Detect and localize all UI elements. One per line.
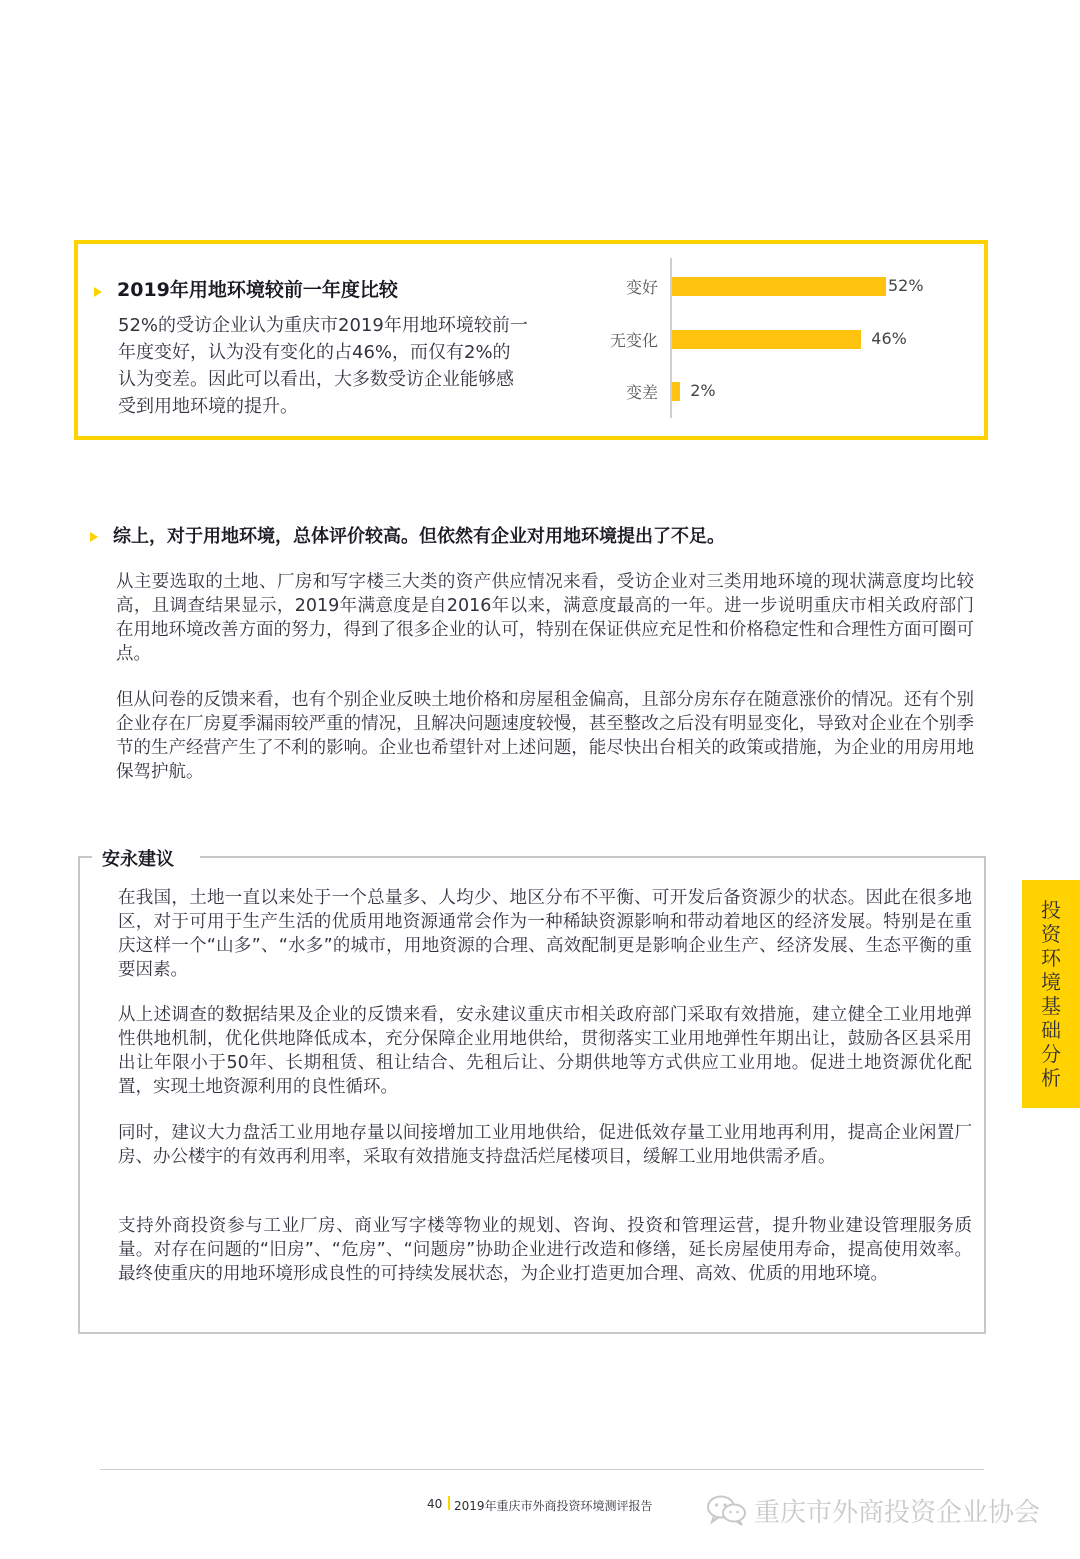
- advice-paragraph-2: 从上述调查的数据结果及企业的反馈来看，安永建议重庆市相关政府部门采取有效措施，建立健全工业用地弹性供地机制，优化供地降低成本，充分保障企业用地供给，贯彻落实工业用地弹性年期出让，鼓励各区县采用出让年限小于50年、长期租赁、租让结合、先租后让、分期供地等方式供应工业用地。促进土地资源优化配置，实现土地资源利用的良性循环。: [118, 1005, 972, 1097]
- bar-category-label: 变差: [625, 383, 658, 402]
- section-side-tab[interactable]: [1022, 880, 1080, 1108]
- advice-paragraph-1: 在我国，土地一直以来处于一个总量多、人均少、地区分布不平衡、可开发后备资源少的状态。因此在很多地区，对于可用于生产生活的优质用地资源通常会作为一种稀缺资源影响和带动着地区的经济发展。特别是在重庆这样一个“山多”、“水多”的城市，用地资源的合理、高效配制更是影响企业生产、经济发展、生态平衡的重要因素。: [118, 888, 972, 980]
- land-environment-bar-chart: [590, 258, 960, 418]
- summary-paragraph-2: 但从问卷的反馈来看，也有个别企业反映土地价格和房屋租金偏高，且部分房东存在随意涨价的情况。还有个别企业存在厂房夏季漏雨较严重的情况，且解决问题速度较慢，甚至整改之后没有明显变化，导致对企业在个别季节的生产经营产生了不利的影响。企业也希望针对上述问题，能尽快出台相关的政策或措施，为企业的用房用地保驾护航。: [116, 690, 974, 782]
- footer-divider: [100, 1469, 984, 1470]
- bar-category-label: 无变化: [609, 331, 658, 350]
- bullet-arrow-icon: [94, 287, 102, 297]
- summary-title: 综上，对于用地环境，总体评价较高。但依然有企业对用地环境提出了不足。: [113, 526, 725, 547]
- bar: [672, 382, 680, 401]
- advice-title: 安永建议: [102, 849, 174, 870]
- advice-box-border: [200, 856, 984, 858]
- bar-category-label: 变好: [625, 278, 658, 297]
- bar-value-label: 2%: [690, 381, 716, 400]
- advice-box-border: [78, 856, 92, 858]
- bar-value-label: 46%: [871, 329, 907, 348]
- bar-value-label: 52%: [888, 276, 924, 295]
- advice-paragraph-4: 支持外商投资参与工业厂房、商业写字楼等物业的规划、咨询、投资和管理运营，提升物业建设管理服务质量。对存在问题的“旧房”、“危房”、“问题房”协助企业进行改造和修缮，延长房屋使用寿命，提高使用效率。最终使重庆的用地环境形成良性的可持续发展状态，为企业打造更加合理、高效、优质的用地环境。: [118, 1216, 972, 1284]
- highlight-box-title: 2019年用地环境较前一年度比较: [117, 279, 398, 301]
- highlight-box-text: 52%的受访企业认为重庆市2019年用地环境较前一年度变好，认为没有变化的占46%，而仅有2%的认为变差。因此可以看出，大多数受访企业能够感受到用地环境的提升。: [118, 315, 528, 417]
- page-number: 40: [427, 1497, 443, 1511]
- watermark-text: 重庆市外商投资企业协会: [754, 1498, 1041, 1528]
- wechat-icon: [706, 1494, 748, 1526]
- watermark: [706, 1490, 1066, 1530]
- bar: [672, 277, 886, 296]
- footer-separator: [448, 1496, 450, 1510]
- report-title: 2019年重庆市外商投资环境测评报告: [454, 1499, 653, 1513]
- bar: [672, 330, 861, 349]
- advice-paragraph-3: 同时，建议大力盘活工业用地存量以间接增加工业用地供给，促进低效存量工业用地再利用，提高企业闲置厂房、办公楼宇的有效再利用率，采取有效措施支持盘活烂尾楼项目，缓解工业用地供需矛盾。: [118, 1123, 972, 1167]
- section-side-tab-label: 投资环境基础分析: [1041, 898, 1061, 1090]
- summary-paragraph-1: 从主要选取的土地、厂房和写字楼三大类的资产供应情况来看，受访企业对三类用地环境的现状满意度均比较高，且调查结果显示，2019年满意度是自2016年以来，满意度最高的一年。进一步说明重庆市相关政府部门在用地环境改善方面的努力，得到了很多企业的认可，特别在保证供应充足性和价格稳定性和合理性方面可圈可点。: [116, 572, 974, 664]
- bullet-arrow-icon: [90, 532, 98, 542]
